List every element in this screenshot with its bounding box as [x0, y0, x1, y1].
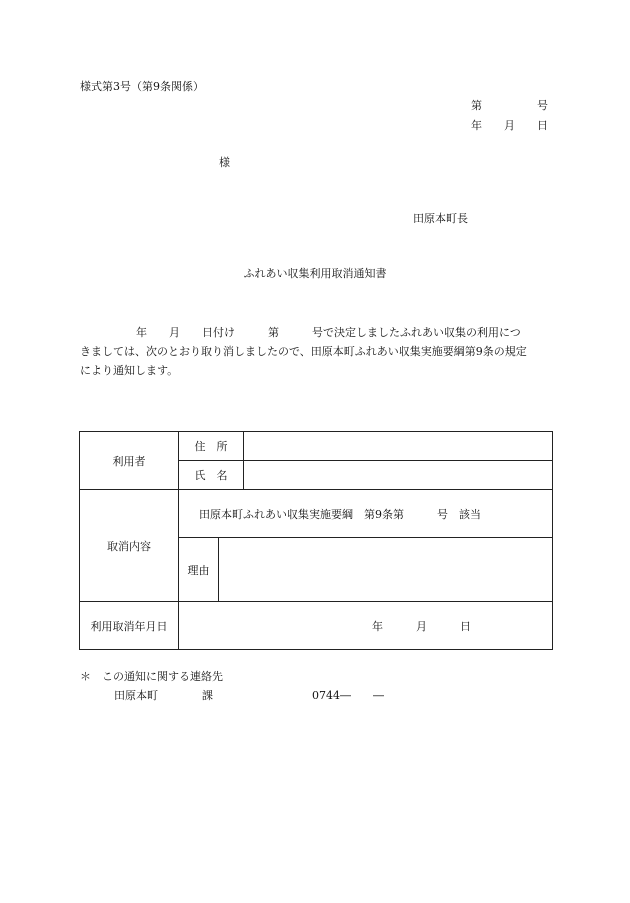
user-label: 利用者: [80, 432, 179, 490]
recipient-line: 様: [219, 156, 230, 169]
document-number-line: 第 号: [471, 99, 548, 112]
cancel-date-label: 利用取消年月日: [80, 602, 179, 650]
cancel-date-value: 年 月 日: [179, 602, 553, 650]
body-line-2: きましては、次のとおり取り消しましたので、田原本町ふれあい収集実施要綱第9条の規定: [80, 345, 527, 358]
sender-name: 田原本町長: [413, 212, 468, 225]
reason-field[interactable]: [219, 538, 553, 602]
name-label: 氏 名: [179, 461, 244, 490]
body-line-3: により通知します。: [80, 364, 179, 377]
address-label: 住 所: [179, 432, 244, 461]
contact-line: 田原本町 課 0744― ―: [114, 689, 384, 702]
document-date-line: 年 月 日: [471, 119, 548, 132]
contact-heading: ＊ この通知に関する連絡先: [80, 670, 223, 683]
cancellation-info-table: [79, 431, 553, 650]
reason-label: 理由: [179, 538, 219, 602]
form-label: 様式第3号（第9条関係）: [80, 80, 204, 93]
document-title: ふれあい収集利用取消通知書: [243, 267, 387, 280]
name-field[interactable]: [244, 461, 553, 490]
body-line-1: 年 月 日付け 第 号で決定しましたふれあい収集の利用につ: [136, 326, 521, 339]
body-paragraph: [80, 323, 560, 380]
address-field[interactable]: [244, 432, 553, 461]
cancel-clause: 田原本町ふれあい収集実施要綱 第9条第 号 該当: [179, 490, 553, 538]
cancel-content-label: 取消内容: [80, 490, 179, 602]
